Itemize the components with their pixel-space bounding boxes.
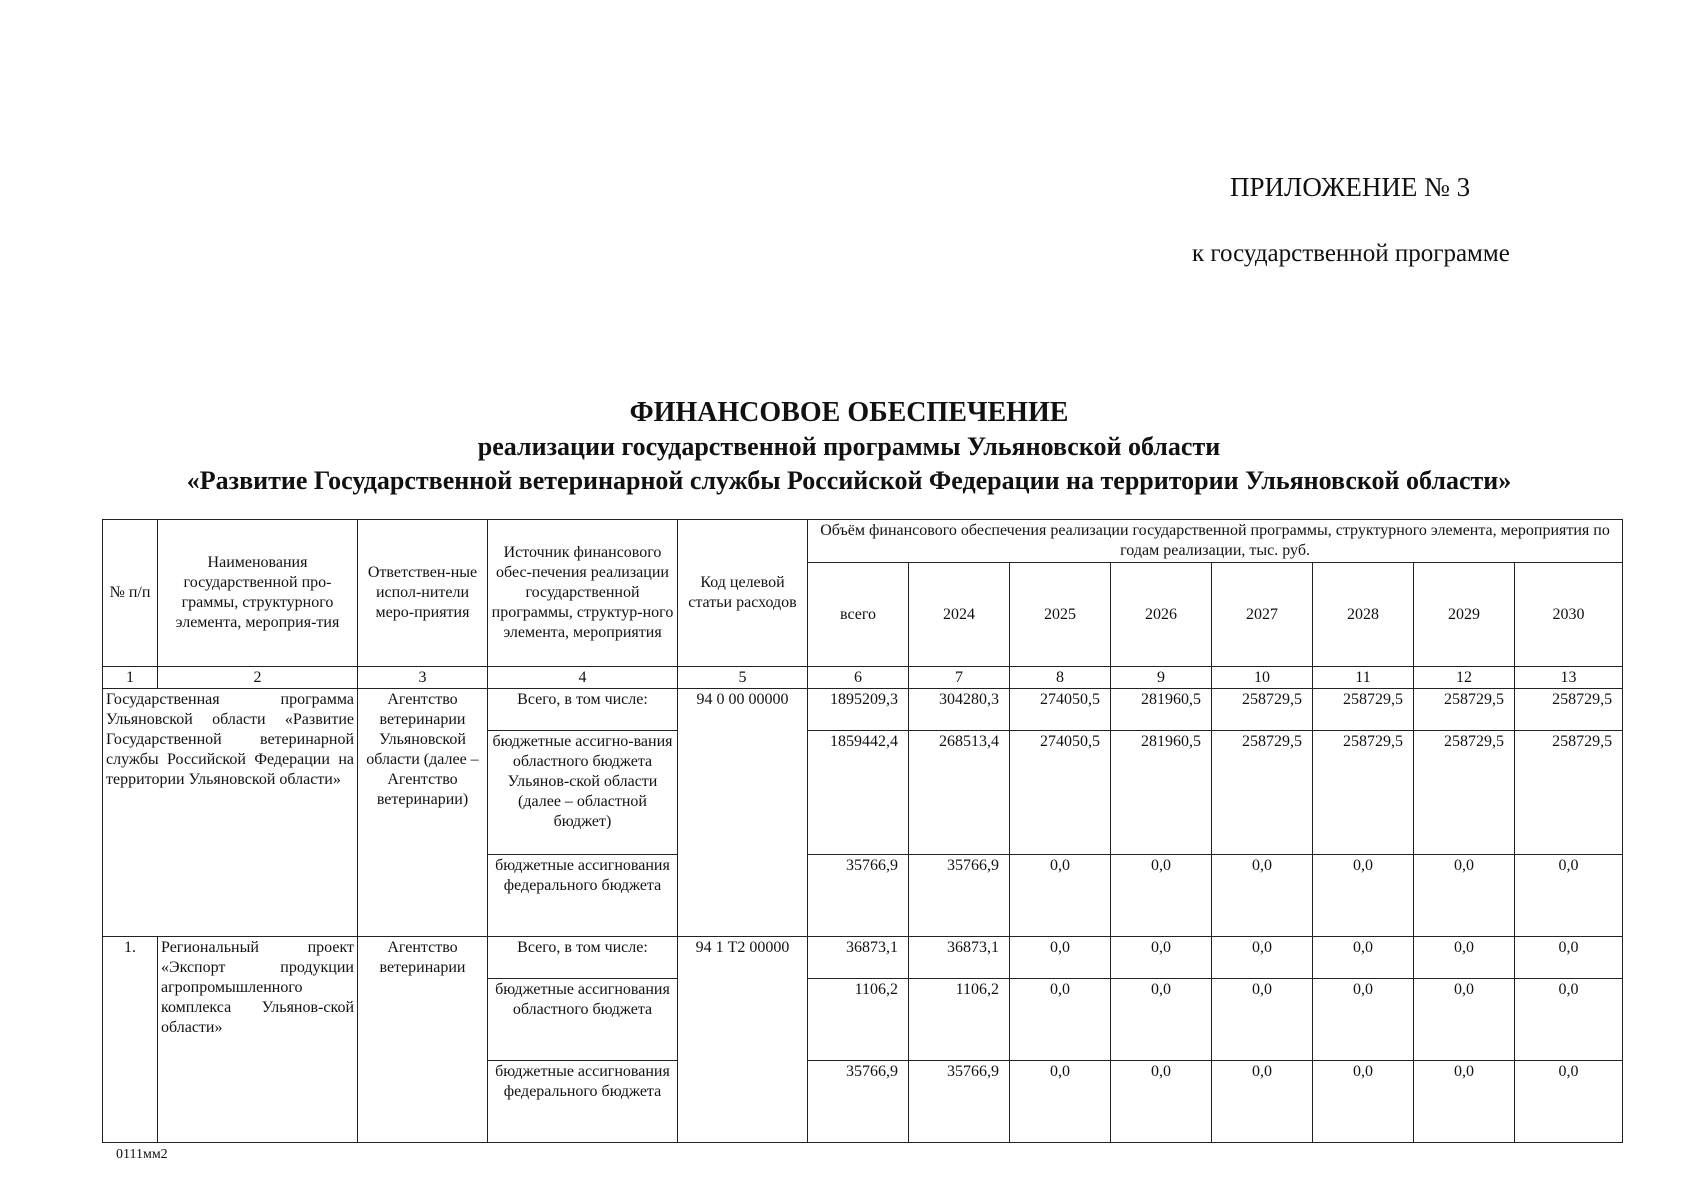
- financing-table: [102, 519, 1623, 1143]
- title-line-2: реализации государственной программы Ульяновской области: [477, 432, 1221, 461]
- appendix-label: ПРИЛОЖЕНИЕ № 3: [1230, 172, 1471, 202]
- value-cell: 36873,1: [909, 937, 1010, 979]
- source-cell: Всего, в том числе:: [488, 937, 678, 979]
- column-number: 11: [1313, 667, 1414, 689]
- value-cell: 0,0: [1414, 937, 1515, 979]
- program-executor: Агентство ветеринарии Ульяновской области (далее – Агентство ветеринарии): [358, 689, 488, 937]
- column-number: 7: [909, 667, 1010, 689]
- program-name: Государственная программа Ульяновской области «Развитие Государственной ветеринарной службы Российской Федерации на территории Ульяновской области»: [103, 689, 358, 937]
- value-cell: 0,0: [1111, 855, 1212, 937]
- value-cell: 0,0: [1515, 979, 1623, 1061]
- header-executor: Ответствен-ные испол-нители меро-приятия: [358, 520, 488, 667]
- header-year: 2024: [909, 563, 1010, 667]
- column-number: 9: [1111, 667, 1212, 689]
- table-row: [103, 689, 1623, 731]
- title-line-1: ФИНАНСОВОЕ ОБЕСПЕЧЕНИЕ: [629, 397, 1069, 428]
- column-number: 10: [1212, 667, 1313, 689]
- header-code: Код целевой статьи расходов: [678, 520, 808, 667]
- column-number: 2: [158, 667, 358, 689]
- value-cell: 0,0: [1010, 937, 1111, 979]
- value-cell: 0,0: [1313, 1061, 1414, 1143]
- column-number: 5: [678, 667, 808, 689]
- value-cell: 274050,5: [1010, 731, 1111, 855]
- column-numbers-row: [103, 667, 1623, 689]
- document-code: 0111мм2: [116, 1147, 168, 1162]
- header-volume: Объём финансового обеспечения реализации государственной программы, структурного элемента, мероприятия по годам реализации, тыс. руб.: [808, 520, 1623, 563]
- column-number: 4: [488, 667, 678, 689]
- value-cell: 0,0: [1313, 979, 1414, 1061]
- column-number: 12: [1414, 667, 1515, 689]
- value-cell: 0,0: [1111, 979, 1212, 1061]
- value-cell: 304280,3: [909, 689, 1010, 731]
- document-title: [0, 396, 1698, 498]
- header-year: 2029: [1414, 563, 1515, 667]
- title-line-3: «Развитие Государственной ветеринарной службы Российской Федерации на территории Ульяновской области»: [186, 466, 1512, 495]
- value-cell: 0,0: [1515, 855, 1623, 937]
- value-cell: 258729,5: [1515, 689, 1623, 731]
- value-cell: 258729,5: [1212, 731, 1313, 855]
- value-cell: 0,0: [1313, 855, 1414, 937]
- value-cell: 0,0: [1111, 937, 1212, 979]
- value-cell: 0,0: [1010, 1061, 1111, 1143]
- appendix-subtitle: к государственной программе: [1192, 240, 1510, 267]
- value-cell: 274050,5: [1010, 689, 1111, 731]
- project-code: 94 1 Т2 00000: [678, 937, 808, 1143]
- column-number: 13: [1515, 667, 1623, 689]
- column-number: 1: [103, 667, 158, 689]
- table-row: [103, 937, 1623, 979]
- value-cell: 35766,9: [909, 855, 1010, 937]
- value-cell: 258729,5: [1313, 689, 1414, 731]
- header-no: № п/п: [103, 520, 158, 667]
- header-source: Источник финансового обес-печения реализации государственной программы, структур-ного элемента, мероприятия: [488, 520, 678, 667]
- value-cell: 0,0: [1212, 937, 1313, 979]
- value-cell: 0,0: [1212, 979, 1313, 1061]
- value-cell: 0,0: [1313, 937, 1414, 979]
- value-cell: 281960,5: [1111, 689, 1212, 731]
- value-cell: 0,0: [1212, 855, 1313, 937]
- value-cell: 36873,1: [808, 937, 909, 979]
- program-code: 94 0 00 00000: [678, 689, 808, 937]
- value-cell: 0,0: [1515, 1061, 1623, 1143]
- source-cell: бюджетные ассигно-вания областного бюджета Ульянов-ской области (далее – областной бюджет): [488, 731, 678, 855]
- value-cell: 0,0: [1111, 1061, 1212, 1143]
- value-cell: 35766,9: [808, 855, 909, 937]
- header-name: Наименования государственной про-граммы, структурного элемента, мероприя-тия: [158, 520, 358, 667]
- column-number: 8: [1010, 667, 1111, 689]
- value-cell: 35766,9: [909, 1061, 1010, 1143]
- value-cell: 1859442,4: [808, 731, 909, 855]
- value-cell: 0,0: [1010, 979, 1111, 1061]
- value-cell: 281960,5: [1111, 731, 1212, 855]
- source-cell: бюджетные ассигнования федерального бюджета: [488, 855, 678, 937]
- value-cell: 35766,9: [808, 1061, 909, 1143]
- header-year: 2025: [1010, 563, 1111, 667]
- value-cell: 0,0: [1414, 855, 1515, 937]
- value-cell: 258729,5: [1414, 731, 1515, 855]
- value-cell: 268513,4: [909, 731, 1010, 855]
- value-cell: 258729,5: [1212, 689, 1313, 731]
- value-cell: 0,0: [1515, 937, 1623, 979]
- source-cell: Всего, в том числе:: [488, 689, 678, 731]
- source-cell: бюджетные ассигнования областного бюджета: [488, 979, 678, 1061]
- value-cell: 258729,5: [1313, 731, 1414, 855]
- value-cell: 258729,5: [1414, 689, 1515, 731]
- value-cell: 0,0: [1414, 1061, 1515, 1143]
- project-executor: Агентство ветеринарии: [358, 937, 488, 1143]
- project-name: Региональный проект «Экспорт продукции агропромышленного комплекса Ульянов-ской области»: [158, 937, 358, 1143]
- project-number: 1.: [103, 937, 158, 1143]
- source-cell: бюджетные ассигнования федерального бюджета: [488, 1061, 678, 1143]
- header-year: 2030: [1515, 563, 1623, 667]
- value-cell: 0,0: [1212, 1061, 1313, 1143]
- value-cell: 1106,2: [909, 979, 1010, 1061]
- column-number: 6: [808, 667, 909, 689]
- value-cell: 0,0: [1010, 855, 1111, 937]
- header-year: 2028: [1313, 563, 1414, 667]
- value-cell: 258729,5: [1515, 731, 1623, 855]
- header-year: 2026: [1111, 563, 1212, 667]
- value-cell: 1895209,3: [808, 689, 909, 731]
- value-cell: 0,0: [1414, 979, 1515, 1061]
- value-cell: 1106,2: [808, 979, 909, 1061]
- column-number: 3: [358, 667, 488, 689]
- header-total: всего: [808, 563, 909, 667]
- header-year: 2027: [1212, 563, 1313, 667]
